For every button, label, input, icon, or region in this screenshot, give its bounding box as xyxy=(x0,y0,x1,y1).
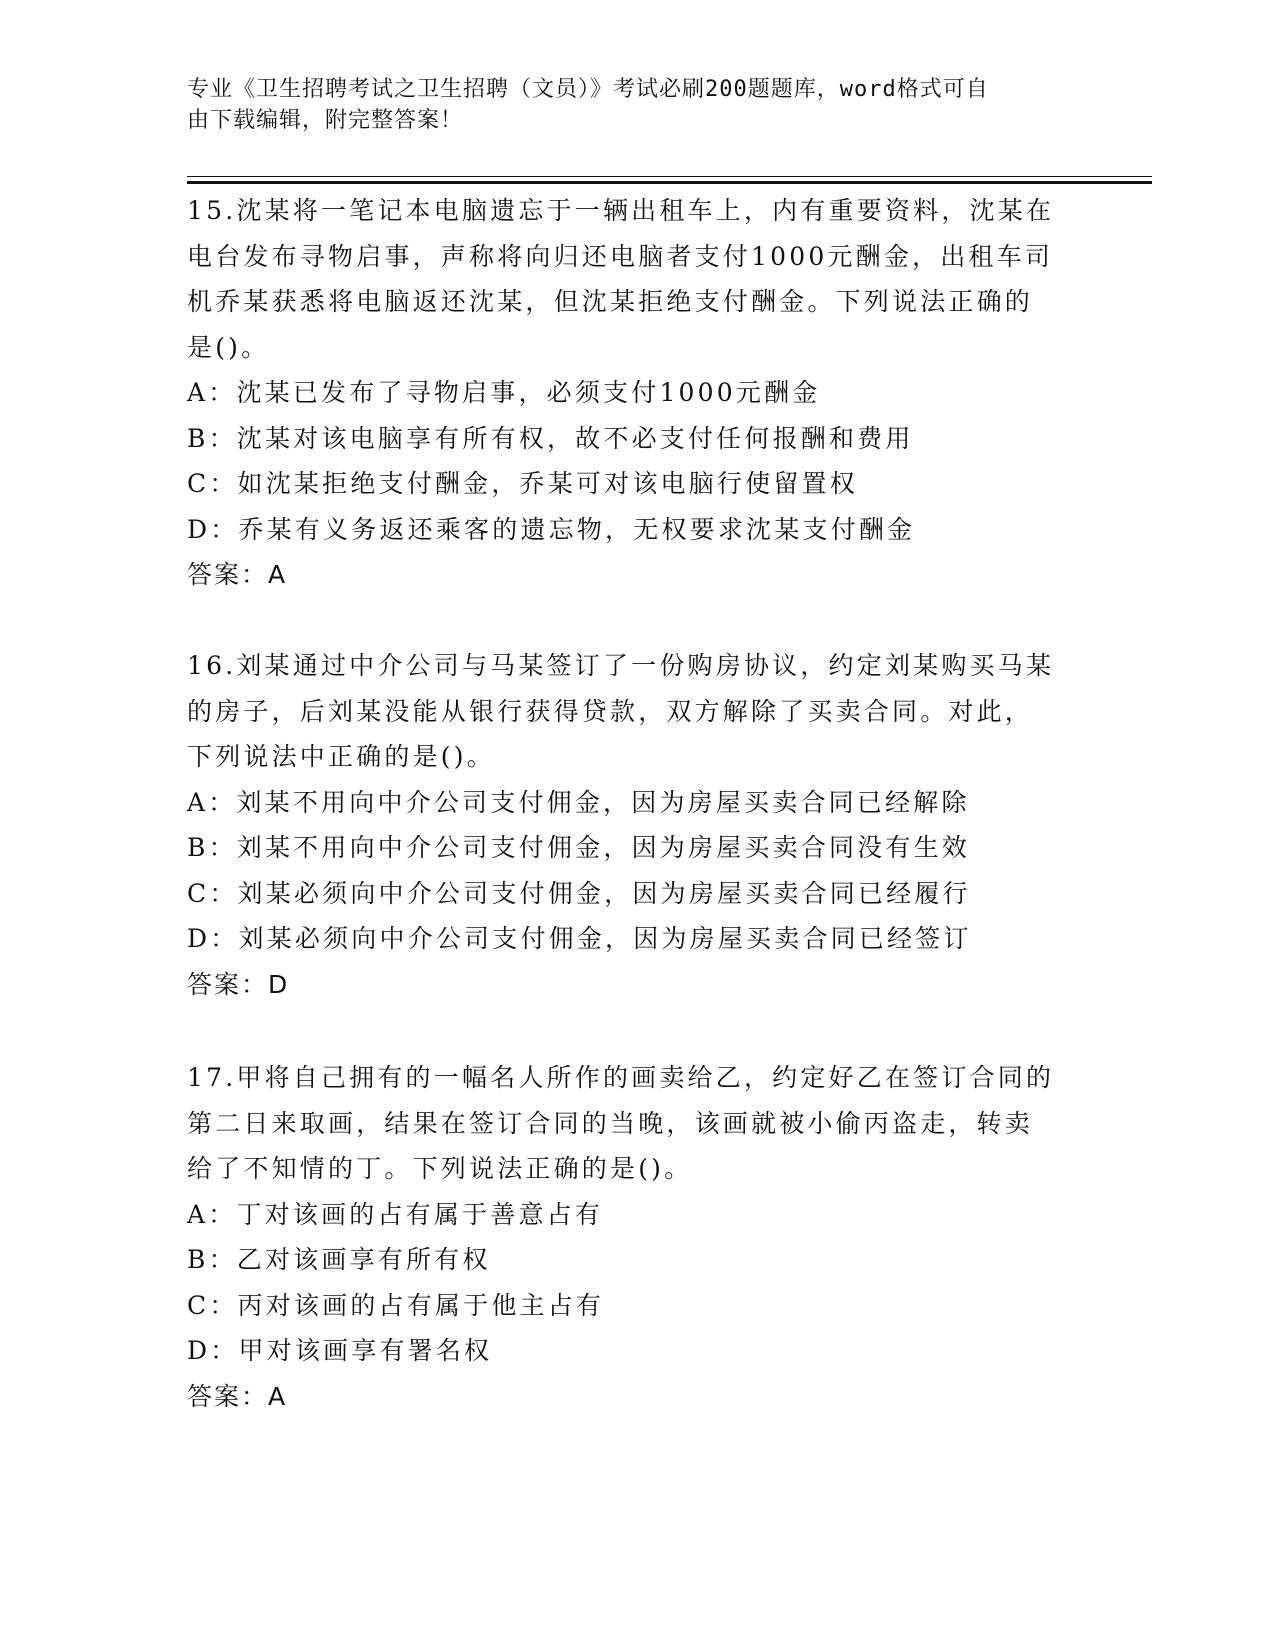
question-stem xyxy=(187,1055,1087,1192)
header-line-1: 专业《卫生招聘考试之卫生招聘（文员）》考试必刷200题题库，word格式可自 xyxy=(187,77,989,102)
answer: 答案：D xyxy=(187,969,290,999)
header-divider-thick xyxy=(187,181,1152,184)
option-c: C：丙对该画的占有属于他主占有 xyxy=(187,1290,605,1320)
option-b: B：乙对该画享有所有权 xyxy=(187,1245,491,1274)
option-d: D：乔某有义务返还乘客的遗忘物，无权要求沈某支付酬金 xyxy=(187,514,916,544)
option-a: A：丁对该画的占有属于善意占有 xyxy=(187,1199,604,1229)
answer: 答案：A xyxy=(187,1381,288,1411)
option-d: D：甲对该画享有署名权 xyxy=(187,1336,493,1365)
stem-line: 下列说法中正确的是()。 xyxy=(187,742,495,771)
stem-line: 的房子，后刘某没能从银行获得贷款，双方解除了买卖合同。对此， xyxy=(187,696,1034,726)
stem-line: 机乔某获悉将电脑返还沈某，但沈某拒绝支付酬金。下列说法正确的 xyxy=(187,287,1034,316)
stem-line: 电台发布寻物启事，声称将向归还电脑者支付1000元酬金，出租车司 xyxy=(187,241,1054,271)
option-b: B：沈某对该电脑享有所有权，故不必支付任何报酬和费用 xyxy=(187,423,914,453)
option-c: C：刘某必须向中介公司支付佣金，因为房屋买卖合同已经履行 xyxy=(187,878,971,908)
option-b: B：刘某不用向中介公司支付佣金，因为房屋买卖合同没有生效 xyxy=(187,833,970,862)
header-line-2: 由下载编辑，附完整答案！ xyxy=(187,108,464,133)
stem-line: 给了不知情的丁。下列说法正确的是()。 xyxy=(187,1154,693,1183)
question-15 xyxy=(187,188,1087,598)
stem-line: 16.刘某通过中介公司与马某签订了一份购房协议，约定刘某购买马某 xyxy=(187,651,1055,680)
question-stem xyxy=(187,188,1087,370)
option-a: A：刘某不用向中介公司支付佣金，因为房屋买卖合同已经解除 xyxy=(187,787,970,817)
option-d: D：刘某必须向中介公司支付佣金，因为房屋买卖合同已经签订 xyxy=(187,924,972,953)
header-divider-thin xyxy=(187,176,1152,177)
stem-line: 17.甲将自己拥有的一幅名人所作的画卖给乙，约定好乙在签订合同的 xyxy=(187,1063,1055,1092)
stem-line: 是()。 xyxy=(187,332,270,362)
option-c: C：如沈某拒绝支付酬金，乔某可对该电脑行使留置权 xyxy=(187,469,858,498)
option-a: A：沈某已发布了寻物启事，必须支付1000元酬金 xyxy=(187,378,821,407)
question-stem xyxy=(187,643,1087,780)
stem-line: 第二日来取画，结果在签订合同的当晚，该画就被小偷丙盗走，转卖 xyxy=(187,1108,1034,1138)
question-16 xyxy=(187,643,1087,1007)
question-17 xyxy=(187,1055,1087,1419)
stem-line: 15.沈某将一笔记本电脑遗忘于一辆出租车上，内有重要资料，沈某在 xyxy=(187,196,1055,225)
answer: 答案：A xyxy=(187,560,288,589)
document-header xyxy=(187,74,1067,136)
